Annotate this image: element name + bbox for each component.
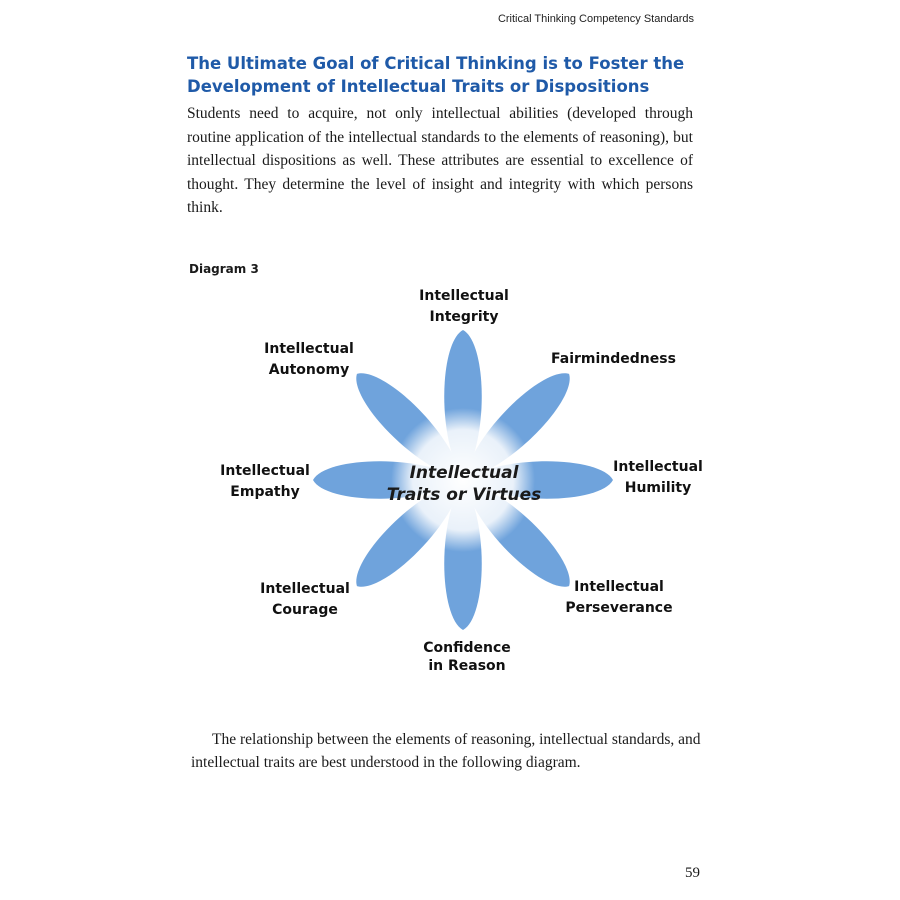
trait-label-line1: Intellectual	[260, 581, 350, 597]
trait-label-line1: Intellectual	[419, 288, 509, 304]
intro-paragraph: Students need to acquire, not only intellectual abilities (developed through routine application of the intellectual standards to the elements of reasoning), but intellectual dispositions as well. These attributes are essential to excellence of thought. They determine the level of insight and integrity with which persons think.	[187, 105, 693, 216]
trait-label-line2: Perseverance	[565, 600, 673, 616]
trait-confidence-in-reason	[412, 639, 522, 675]
trait-label-line1: Intellectual	[574, 579, 664, 595]
trait-intellectual-integrity	[405, 286, 523, 328]
trait-label-line2: Humility	[624, 480, 692, 496]
running-head: Critical Thinking Competency Standards	[497, 13, 694, 25]
closing-paragraph: The relationship between the elements of reasoning, intellectual standards, and intellectual traits are best understood in the following diagram.	[191, 731, 701, 771]
page-number: 59	[685, 865, 700, 881]
trait-intellectual-autonomy	[257, 339, 361, 381]
trait-label-line2: in Reason	[428, 658, 506, 674]
trait-label-line1: Intellectual	[613, 459, 703, 475]
diagram-label: Diagram 3	[189, 262, 259, 276]
trait-label-line2: Empathy	[230, 484, 300, 500]
trait-label-line1: Intellectual	[264, 341, 354, 357]
trait-label-line2: Integrity	[429, 309, 499, 325]
trait-label-line1: Confidence	[423, 640, 511, 656]
trait-label-line1: Fairmindedness	[551, 351, 676, 367]
center-label-line1: Intellectual	[409, 463, 519, 483]
center-label-line2: Traits or Virtues	[386, 485, 542, 505]
trait-label-line1: Intellectual	[220, 463, 310, 479]
center-label	[384, 462, 544, 506]
trait-label-line2: Autonomy	[268, 362, 350, 378]
trait-intellectual-empathy	[213, 461, 317, 503]
trait-fairmindedness	[551, 349, 676, 370]
trait-label-line2: Courage	[272, 602, 338, 618]
section-title: The Ultimate Goal of Critical Thinking is to Foster the Development of Intellectual Traits or Dispositions	[187, 54, 685, 96]
trait-intellectual-courage	[253, 579, 357, 621]
trait-intellectual-perseverance	[564, 577, 674, 619]
trait-intellectual-humility	[606, 457, 710, 499]
